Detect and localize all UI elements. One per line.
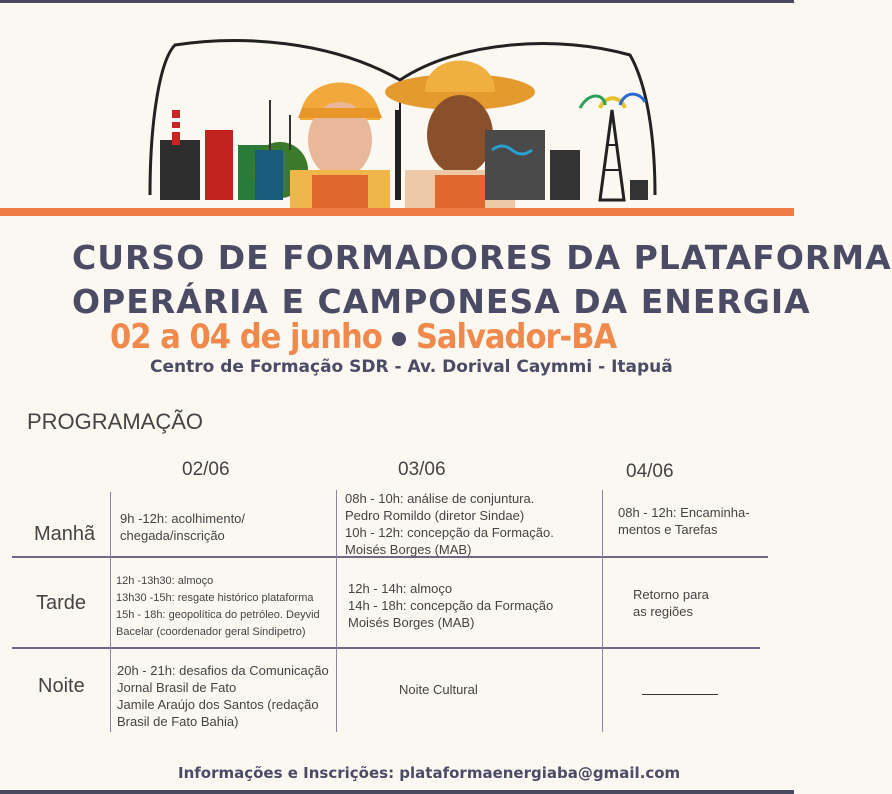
schedule-line: Retorno para	[633, 587, 709, 602]
bottom-border	[0, 790, 794, 794]
column-divider-3	[602, 490, 603, 732]
period-noite: Noite	[38, 675, 85, 697]
date-location-line	[110, 317, 670, 357]
orange-divider	[0, 208, 794, 216]
cell-noite-day1	[117, 663, 329, 731]
schedule-line: Moisés Borges (MAB)	[348, 614, 475, 630]
schedule-line: 08h - 10h: análise de conjuntura.	[345, 491, 535, 506]
schedule-line: 12h -13h30: almoço	[116, 575, 214, 587]
cell-noite-day2	[399, 682, 478, 699]
energy-workers-illustration	[0, 0, 794, 215]
day-header-2: 03/06	[398, 459, 446, 480]
event-location: Salvador-BA	[415, 317, 617, 357]
program-heading: PROGRAMAÇÃO	[27, 409, 204, 434]
cell-tarde-day2	[348, 581, 553, 632]
schedule-line: 08h - 12h: Encaminha-	[618, 505, 750, 520]
course-title-line2: OPERÁRIA E CAMPONESA DA ENERGIA	[72, 282, 811, 321]
schedule-line: Bacelar (coordenador geral Sindipetro)	[116, 626, 306, 639]
bullet-dot-icon	[392, 332, 406, 346]
cell-manha-day1	[120, 511, 245, 545]
schedule-line: 12h - 14h: almoço	[348, 581, 453, 596]
schedule-line: Noite Cultural	[399, 682, 478, 697]
schedule-line: chegada/inscrição	[120, 527, 225, 543]
schedule-line: 10h - 12h: concepção da Formação.	[345, 524, 554, 540]
schedule-line: Pedro Romildo (diretor Sindae)	[345, 507, 525, 523]
row-divider-2	[12, 647, 760, 649]
cell-tarde-day1	[116, 573, 320, 641]
schedule-line: 15h - 18h: geopolítica do petróleo. Deyvid	[116, 609, 320, 622]
schedule-line: as regiões	[633, 603, 693, 619]
schedule-line: mentos e Tarefas	[618, 521, 718, 537]
schedule-line: Jamile Araújo dos Santos (redação	[117, 696, 319, 712]
venue-address: Centro de Formação SDR - Av. Dorival Caymmi - Itapuã	[150, 357, 673, 377]
cell-tarde-day3	[633, 587, 709, 621]
event-dates: 02 a 04 de junho	[110, 317, 382, 357]
cell-manha-day3	[618, 505, 750, 539]
period-manha: Manhã	[34, 523, 96, 545]
schedule-line: Jornal Brasil de Fato	[117, 679, 237, 695]
column-divider-1	[110, 492, 111, 732]
contact-footer: Informações e Inscrições: plataformaenergiaba@gmail.com	[178, 764, 681, 782]
cell-manha-day2	[345, 491, 554, 559]
period-tarde: Tarde	[36, 592, 87, 614]
schedule-line: Brasil de Fato Bahia)	[117, 713, 239, 729]
column-divider-2	[336, 490, 337, 732]
schedule-line: 13h30 -15h: resgate histórico plataforma	[116, 592, 314, 605]
schedule-line: Moisés Borges (MAB)	[345, 541, 472, 557]
schedule-line: 20h - 21h: desafios da Comunicação	[117, 663, 329, 678]
day-header-3: 04/06	[626, 461, 674, 482]
day-header-1: 02/06	[182, 459, 230, 480]
schedule-line: 9h -12h: acolhimento/	[120, 511, 246, 526]
course-title-line1: CURSO DE FORMADORES DA PLATAFORMA	[72, 238, 892, 277]
cell-noite-day3-blank	[642, 694, 718, 695]
schedule-line: 14h - 18h: concepção da Formação	[348, 597, 554, 613]
